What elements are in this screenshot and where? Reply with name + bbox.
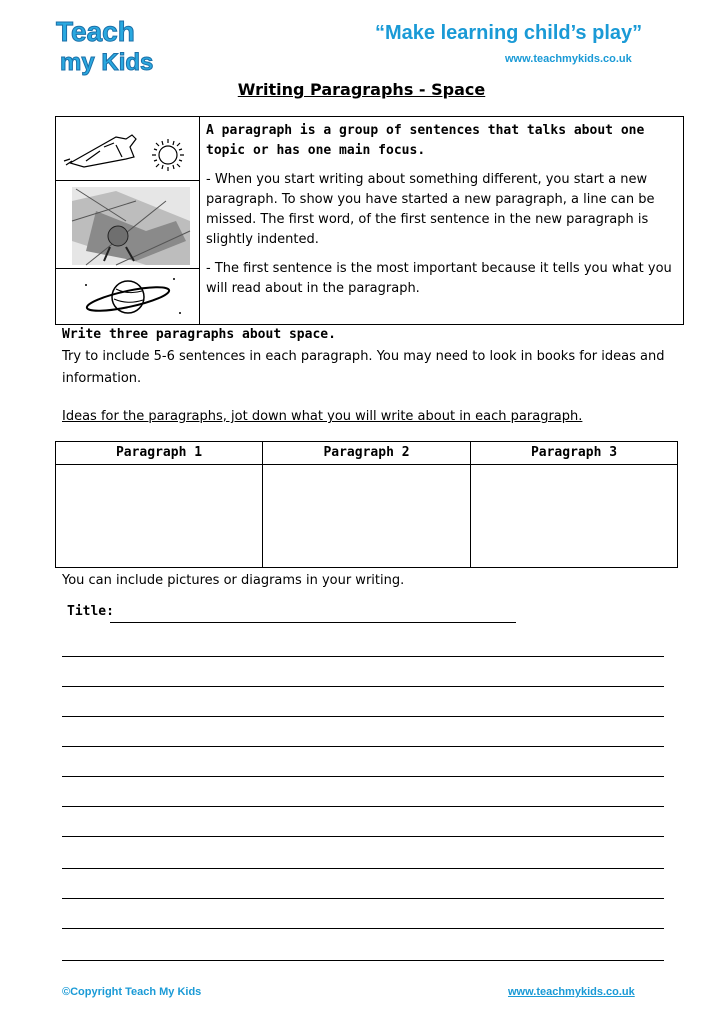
writing-line [62, 776, 664, 777]
ideas-heading: Ideas for the paragraphs, jot down what you will write about in each paragraph. [62, 409, 583, 424]
title-label: Title: [67, 604, 114, 619]
ringed-planet-icon [56, 269, 199, 325]
astronaut-spacewalk-icon [56, 181, 199, 269]
writing-line [62, 928, 664, 929]
task-heading: Write three paragraphs about space. [62, 327, 336, 342]
info-text [206, 121, 678, 308]
point-first-sentence: - The first sentence is the most important because it tells you what you will read about in the paragraph. [206, 261, 672, 296]
footer-website-link[interactable]: www.teachmykids.co.uk [508, 986, 635, 998]
space-shuttle-and-sun-icon [56, 117, 199, 181]
writing-line [62, 960, 664, 961]
slogan: “Make learning child’s play” [375, 22, 643, 44]
task-instructions: Try to include 5-6 sentences in each paragraph. You may need to look in books for ideas and information. [62, 349, 665, 386]
ideas-column-2 [263, 442, 471, 567]
writing-line [62, 716, 664, 717]
column-header: Paragraph 2 [263, 442, 470, 465]
writing-line [62, 746, 664, 747]
column-header: Paragraph 3 [471, 442, 677, 465]
footer-copyright: ©Copyright Teach My Kids [62, 986, 202, 998]
writing-line [62, 868, 664, 869]
point-new-paragraph: - When you start writing about something different, you start a new paragraph. To show you have started a new paragraph, a line can be missed. The first word, of the first sentence in the new paragraph is slightly indented. [206, 172, 655, 247]
writing-line [62, 686, 664, 687]
image-cell-planet [56, 269, 199, 325]
logo-text-bottom: my Kids [60, 49, 154, 76]
writing-line [62, 656, 664, 657]
logo-text-top: Teach [56, 16, 135, 47]
column-header: Paragraph 1 [56, 442, 262, 465]
writing-line [62, 898, 664, 899]
image-cell-astronaut [56, 181, 199, 269]
header-website: www.teachmykids.co.uk [505, 53, 632, 65]
ideas-column-1 [56, 442, 263, 567]
image-cell-shuttle [56, 117, 199, 181]
page-title: Writing Paragraphs - Space [237, 80, 486, 99]
writing-line [62, 836, 664, 837]
title-writing-line [110, 622, 516, 623]
ideas-column-3 [471, 442, 677, 567]
image-column [56, 117, 200, 324]
paragraph-definition: A paragraph is a group of sentences that talks about one topic or has one main focus. [206, 123, 645, 158]
writing-line [62, 806, 664, 807]
ideas-table [55, 441, 678, 568]
info-table [55, 116, 684, 325]
pictures-note: You can include pictures or diagrams in your writing. [62, 573, 405, 588]
teach-my-kids-logo [52, 14, 162, 76]
